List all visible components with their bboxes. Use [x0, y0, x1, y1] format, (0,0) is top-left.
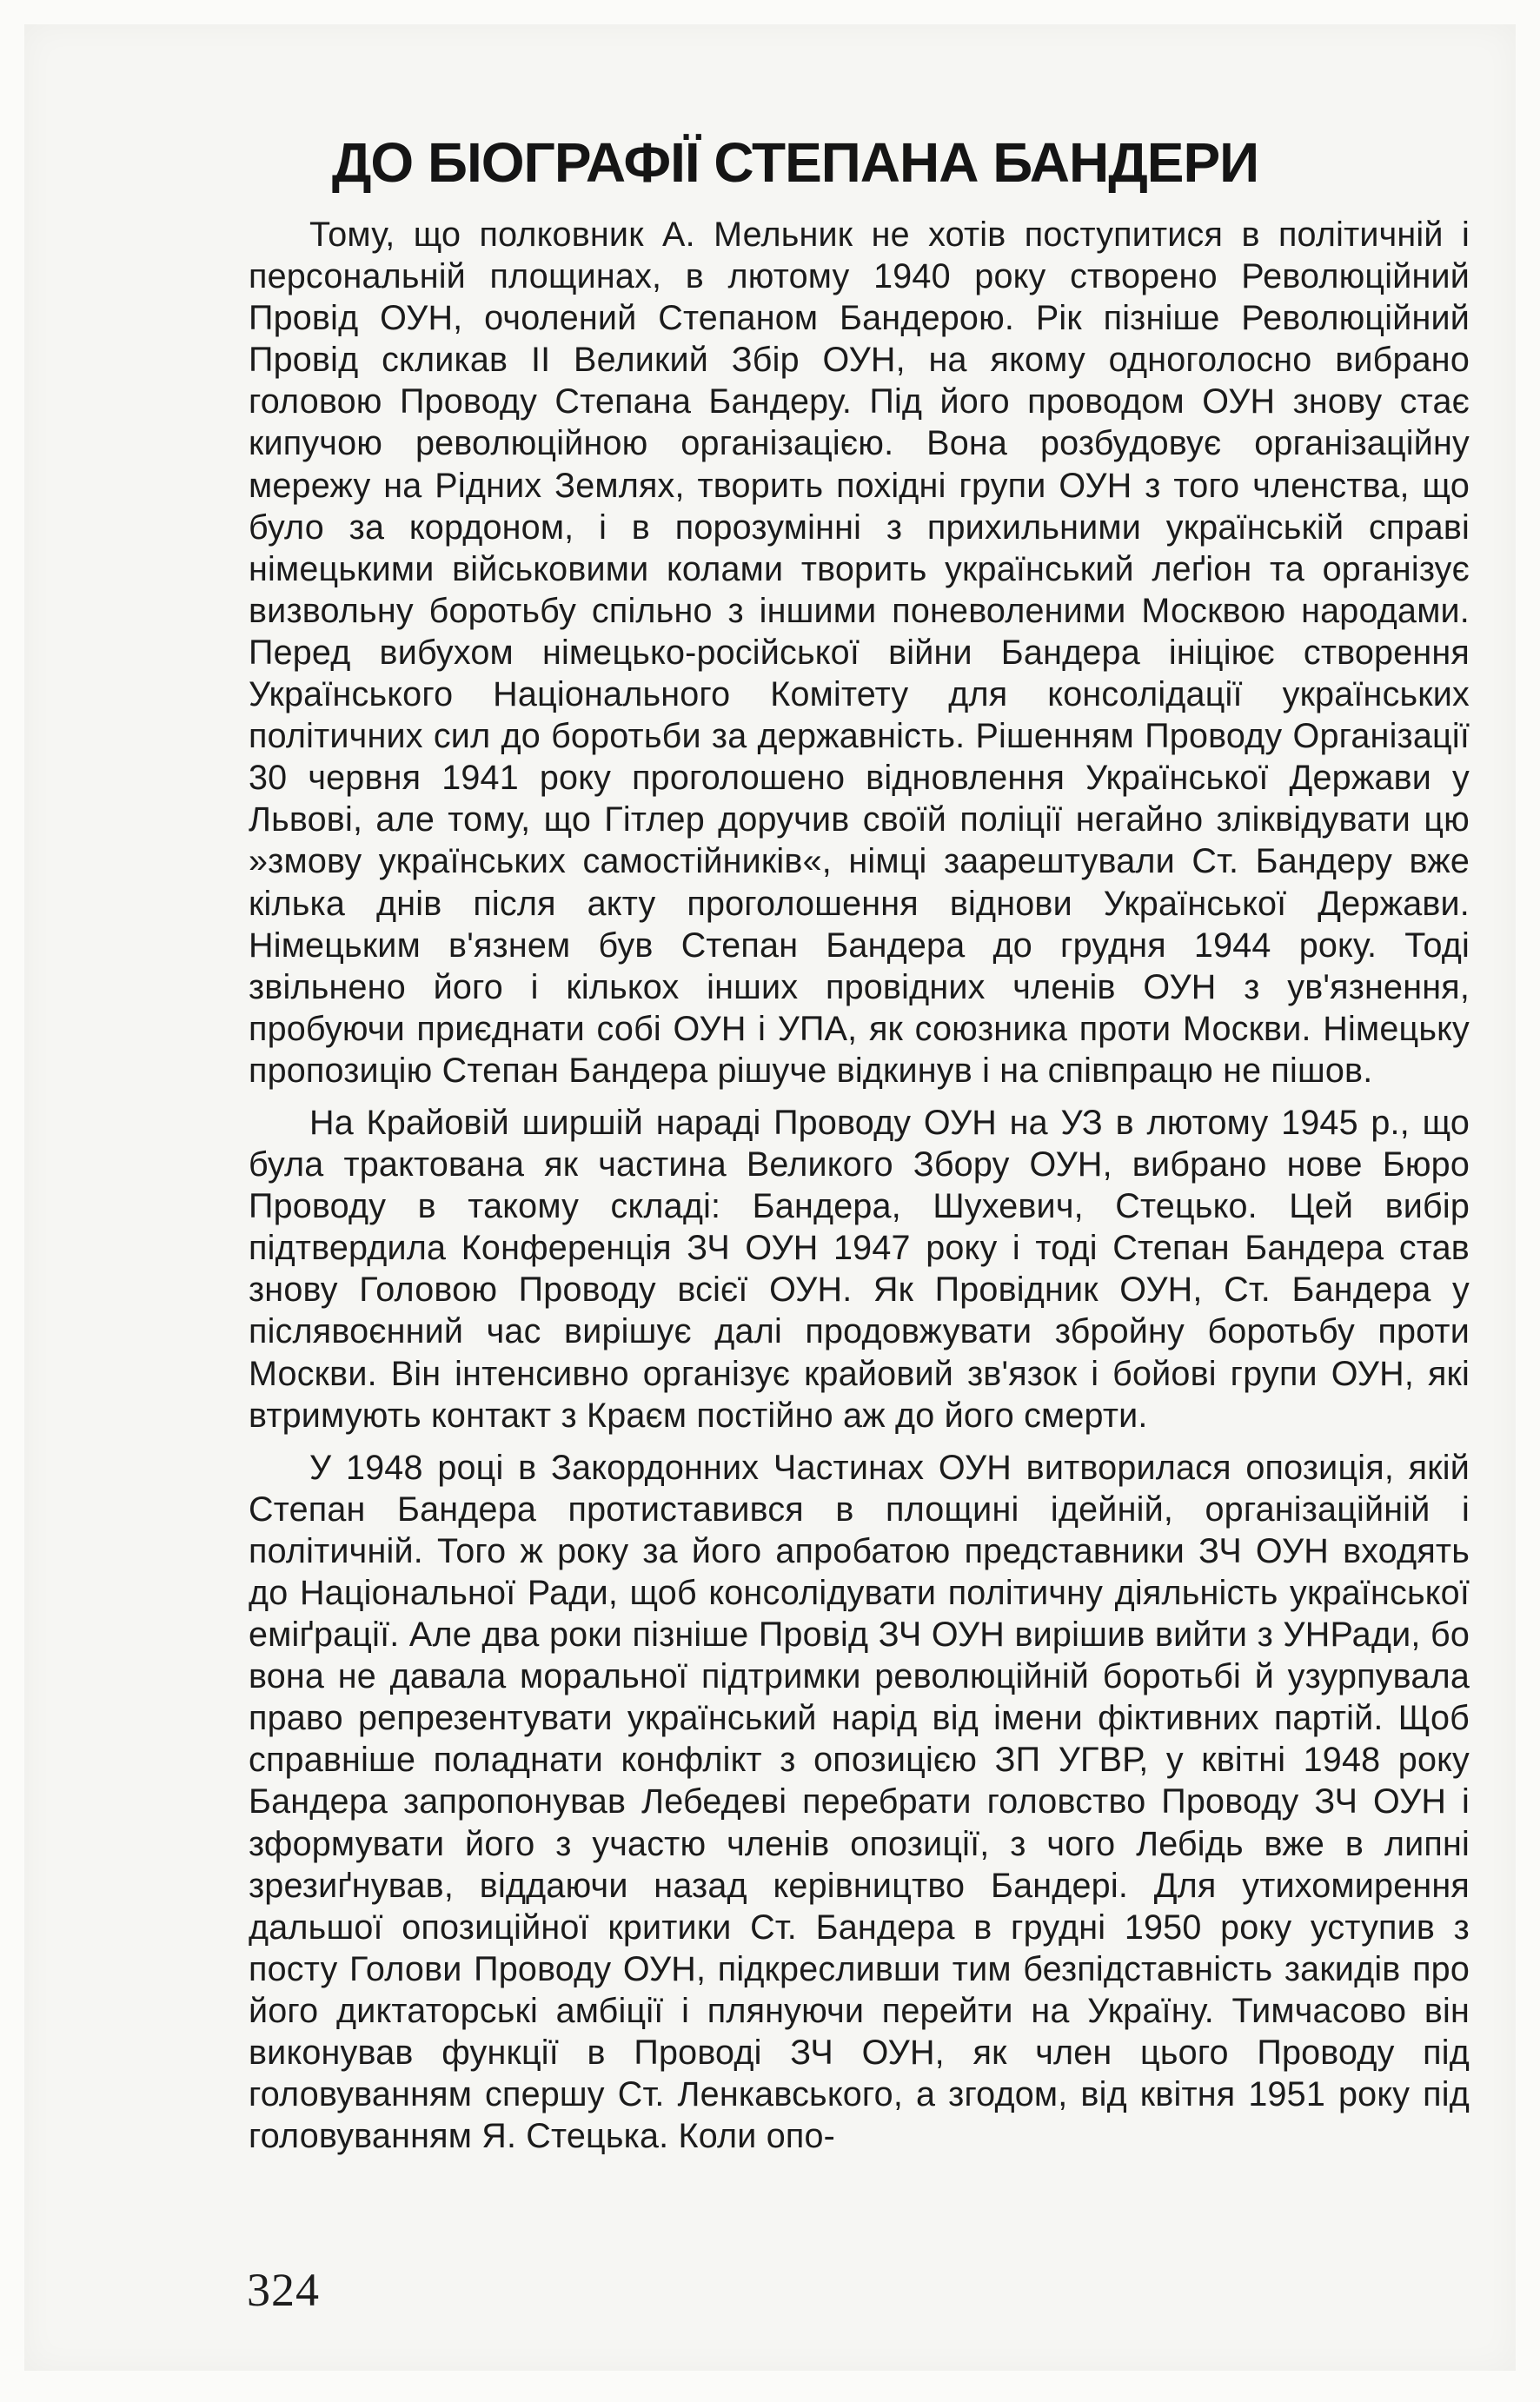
paragraph: Тому, що полковник А. Мельник не хотів поступитися в політичній і персональній площинах, в лютому 1940 року створено Революційний Провід ОУН, очолений Степаном Бандерою. Рік пізніше Революційний Провід скликав II Великий Збір ОУН, на якому одноголосно вибрано головою Проводу Степана Бандеру. Під його проводом ОУН знову стає кипучою революційною організацією. Вона розбудовує організаційну мережу на Рідних Землях, творить похідні групи ОУН з того членства, що було за кордоном, і в порозумінні з прихильними українській справі німецькими військовими колами творить український леґіон та організує визвольну боротьбу спільно з іншими поневоленими Москвою народами. Перед вибухом німецько-російської війни Бандера ініціює створення Українського Національного Комітету для консолідації українських політичних сил до боротьби за державність. Рішенням Проводу Організації 30 червня 1941 року проголошено відновлення Української Держави у Львові, але тому, що Гітлер доручив своїй поліції негайно зліквідувати цю »змову українських самостійників«, німці заарештували Ст. Бандеру вже кілька днів після акту проголошення віднови Української Держави. Німецьким в'язнем був Степан Бандера до грудня 1944 року. Тоді звільнено його і кількох інших провідних членів ОУН з ув'язнення, пробуючи приєднати собі ОУН і УПА, як союзника проти Москви. Німецьку пропозицію Степан Бандера рішуче відкинув і на співпрацю не пішов.	[249, 216, 1470, 1090]
article-body	[249, 214, 1470, 2167]
page-number: 324	[247, 2264, 320, 2316]
paragraph: На Крайовій ширшій нараді Проводу ОУН на УЗ в лютому 1945 р., що була трактована як частина Великого Збору ОУН, вибрано нове Бюро Проводу в такому складі: Бандера, Шухевич, Стецько. Цей вибір підтвердила Конференція ЗЧ ОУН 1947 року і тоді Степан Бандера став знову Головою Проводу всієї ОУН. Як Провідник ОУН, Ст. Бандера у післявоєнний час вирішує далі продовжувати збройну боротьбу проти Москви. Він інтенсивно організує крайовий зв'язок і бойові групи ОУН, які втримують контакт з Краєм постійно аж до його смерти.	[249, 1103, 1470, 1435]
paragraph: У 1948 році в Закордонних Частинах ОУН витворилася опозиція, якій Степан Бандера протиставився в площині ідейній, організаційній і політичній. Того ж року за його апробатою представники ЗЧ ОУН входять до Національної Ради, щоб консолідувати політичну діяльність української еміґрації. Але два роки пізніше Провід ЗЧ ОУН вирішив вийти з УНРади, бо вона не давала моральної підтримки революційній боротьбі й узурпувала право репрезентувати український нарід від імени фіктивних партій. Щоб справніше поладнати конфлікт з опозицією ЗП УГВР, у квітні 1948 року Бандера запропонував Лебедеві перебрати головство Проводу ЗЧ ОУН і зформувати його з участю членів опозиції, з чого Лебідь вже в липні зрезиґнував, віддаючи назад керівництво Бандері. Для утихомирення дальшої опозиційної критики Ст. Бандера в грудні 1950 року уступив з посту Голови Проводу ОУН, підкресливши тим безпідставність закидів про його диктаторські амбіції і плянуючи перейти на Україну. Тимчасово він виконував функції в Проводі ЗЧ ОУН, як член цього Проводу під головуванням спершу Ст. Ленкавського, а згодом, від квітня 1951 року під головуванням Я. Стецька. Коли опо-	[249, 1448, 1470, 2156]
page-title: ДО БІОГРАФІЇ СТЕПАНА БАНДЕРИ	[331, 131, 1259, 194]
